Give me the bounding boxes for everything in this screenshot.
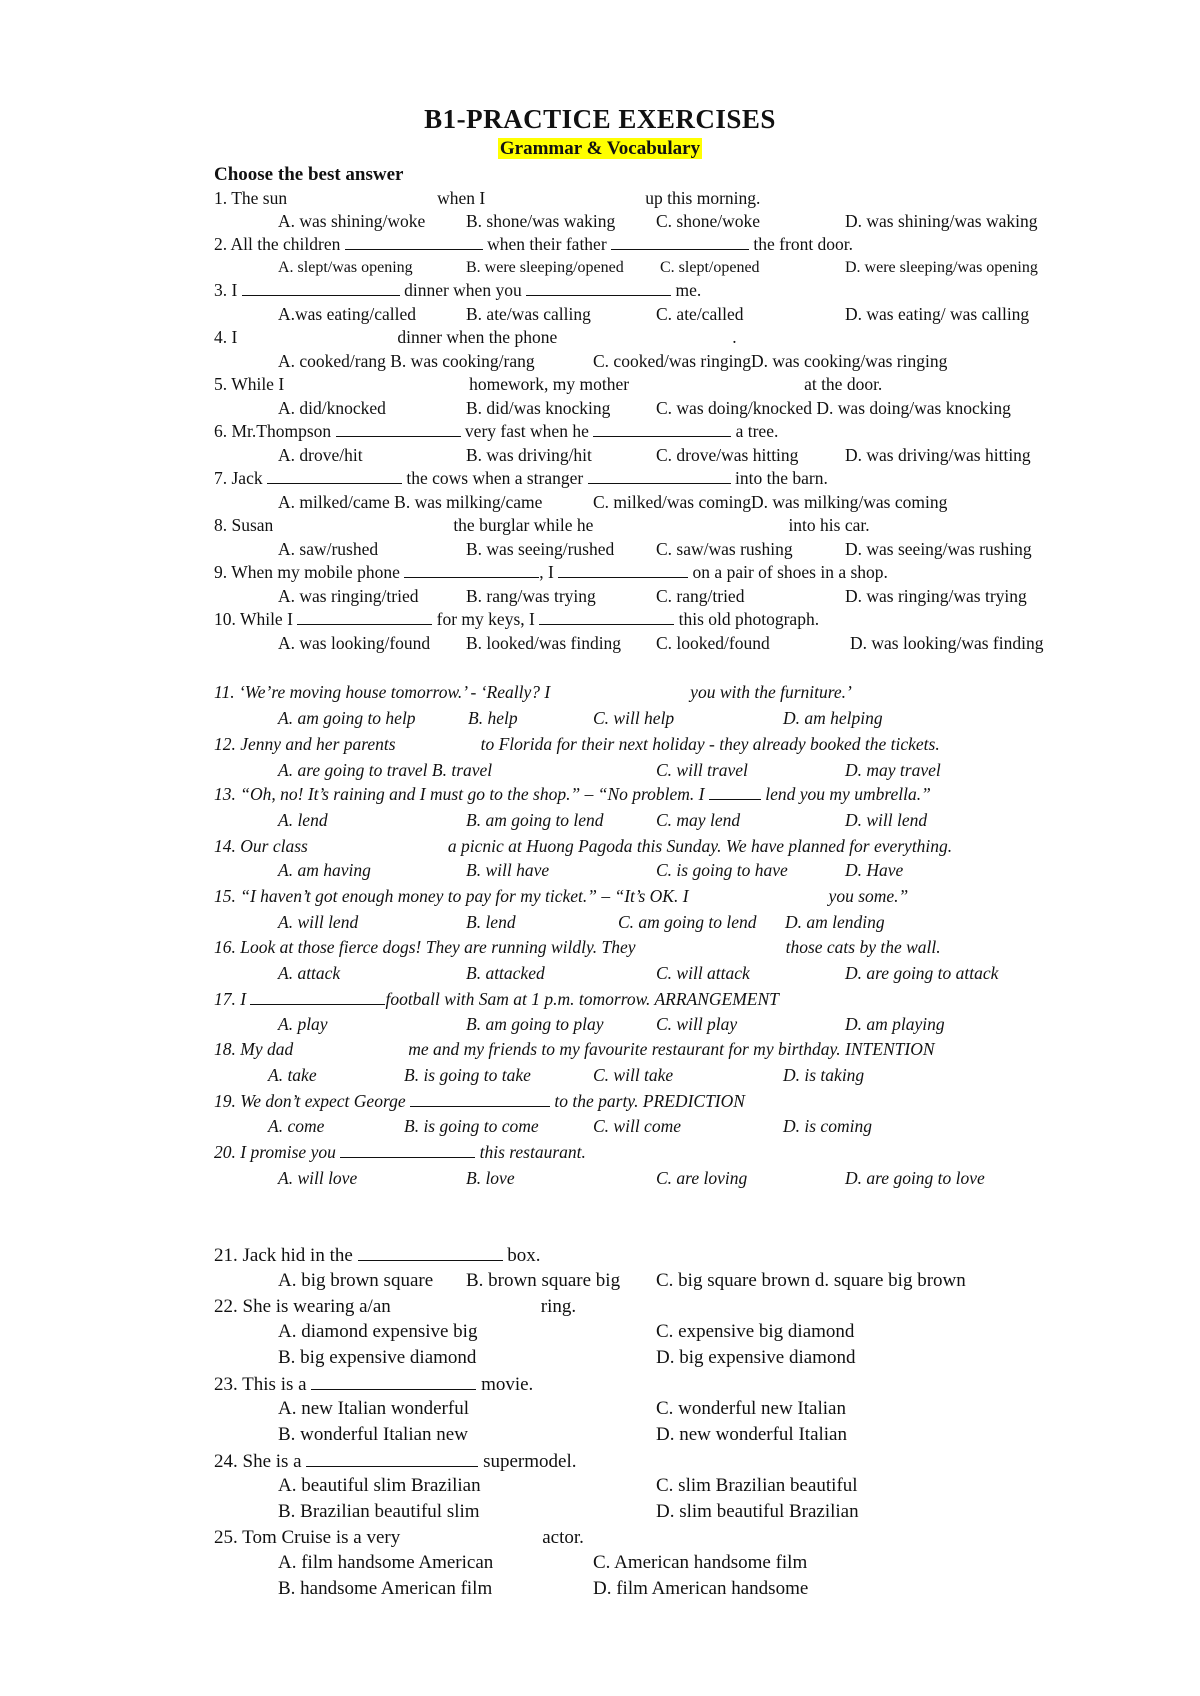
answer-blank bbox=[526, 279, 671, 296]
option: B. am going to lend bbox=[466, 810, 604, 830]
option: A. did/knocked bbox=[278, 398, 386, 418]
option: A. film handsome American bbox=[278, 1552, 494, 1573]
option: B. was driving/hit bbox=[466, 445, 592, 465]
option: A. diamond expensive big bbox=[278, 1321, 478, 1342]
answer-blank bbox=[539, 608, 674, 625]
option: B. big expensive diamond bbox=[278, 1347, 477, 1368]
option: A.was eating/called bbox=[278, 304, 417, 324]
question-22: 22. She is wearing a/an ring. bbox=[214, 1296, 577, 1317]
option: D. big expensive diamond bbox=[656, 1347, 856, 1368]
question-13: 13. “Oh, no! It’s raining and I must go to the shop.” – “No problem. I lend you my umbrella.” bbox=[214, 784, 931, 804]
option: A. attack bbox=[278, 963, 341, 983]
option: A. play bbox=[278, 1014, 328, 1034]
option: B. am going to play bbox=[466, 1014, 604, 1034]
option: A. will love bbox=[278, 1168, 358, 1188]
option: B. Brazilian beautiful slim bbox=[278, 1501, 480, 1522]
option: A. come bbox=[268, 1116, 325, 1136]
option: D. was ringing/was trying bbox=[845, 586, 1027, 606]
option: D. am lending bbox=[785, 912, 885, 932]
option: D. was eating/ was calling bbox=[845, 304, 1030, 324]
option: D. new wonderful Italian bbox=[656, 1424, 847, 1445]
option: C. rang/tried bbox=[656, 586, 745, 606]
option: A. new Italian wonderful bbox=[278, 1398, 469, 1419]
question-text: The sun bbox=[231, 188, 288, 208]
answer-blank bbox=[593, 420, 731, 437]
question-1 bbox=[214, 187, 760, 209]
option: B. rang/was trying bbox=[466, 586, 596, 606]
option: D. is taking bbox=[783, 1065, 865, 1085]
option: D. may travel bbox=[845, 760, 941, 780]
question-17: 17. I football with Sam at 1 p.m. tomorrow. ARRANGEMENT bbox=[214, 989, 779, 1009]
answer-blank bbox=[345, 233, 483, 250]
option: C. shone/woke bbox=[656, 211, 761, 231]
question-6: 6. Mr.Thompson very fast when he a tree. bbox=[214, 421, 779, 441]
option: C. milked/was comingD. was milking/was coming bbox=[593, 492, 948, 512]
option: B. was seeing/rushed bbox=[466, 539, 615, 559]
option: C. am going to lend bbox=[618, 912, 757, 932]
answer-blank bbox=[336, 420, 461, 437]
option: B. handsome American film bbox=[278, 1578, 493, 1599]
answer-blank bbox=[358, 1244, 503, 1261]
question-23: 23. This is a movie. bbox=[214, 1374, 534, 1395]
option: A. big brown square bbox=[278, 1270, 434, 1291]
question-15: 15. “I haven’t got enough money to pay for my ticket.” – “It’s OK. I you some.” bbox=[214, 886, 909, 906]
option: B. did/was knocking bbox=[466, 398, 611, 418]
option: C. cooked/was ringingD. was cooking/was ringing bbox=[593, 351, 948, 371]
option: C. saw/was rushing bbox=[656, 539, 793, 559]
question-9: 9. When my mobile phone , I on a pair of shoes in a shop. bbox=[214, 562, 888, 582]
option: A. milked/came B. was milking/came bbox=[278, 492, 543, 512]
question-2: 2. All the children when their father the front door. bbox=[214, 234, 854, 254]
option: C. slept/opened bbox=[660, 259, 760, 276]
option: B. looked/was finding bbox=[466, 633, 622, 653]
option: A. am going to help bbox=[278, 708, 416, 728]
option: B. help bbox=[468, 708, 518, 728]
option: C. will attack bbox=[656, 963, 750, 983]
option: B. is going to come bbox=[404, 1116, 539, 1136]
option: C. was doing/knocked D. was doing/was knocking bbox=[656, 398, 1011, 418]
answer-blank bbox=[340, 1141, 475, 1158]
answer-blank bbox=[558, 561, 688, 578]
option: A. was shining/woke bbox=[278, 211, 426, 231]
option: D. slim beautiful Brazilian bbox=[656, 1501, 859, 1522]
option: A. am having bbox=[278, 860, 371, 880]
option: B. lend bbox=[466, 912, 516, 932]
option: B. were sleeping/opened bbox=[466, 259, 624, 276]
option: D. was driving/was hitting bbox=[845, 445, 1031, 465]
option: D. were sleeping/was opening bbox=[845, 259, 1038, 276]
question-18: 18. My dad me and my friends to my favourite restaurant for my birthday. INTENTION bbox=[214, 1039, 935, 1059]
question-text: up this morning. bbox=[645, 188, 761, 208]
option: A. beautiful slim Brazilian bbox=[278, 1475, 481, 1496]
answer-blank bbox=[242, 279, 400, 296]
option: D. was shining/was waking bbox=[845, 211, 1038, 231]
answer-blank bbox=[297, 608, 432, 625]
question-4: 4. I dinner when the phone . bbox=[214, 327, 737, 347]
answer-blank bbox=[306, 1450, 478, 1467]
option: C. wonderful new Italian bbox=[656, 1398, 846, 1419]
option: B. attacked bbox=[466, 963, 545, 983]
option: C. will take bbox=[593, 1065, 674, 1085]
option: A. will lend bbox=[278, 912, 359, 932]
option: A. slept/was opening bbox=[278, 259, 413, 276]
option: D. am playing bbox=[845, 1014, 945, 1034]
option: D. am helping bbox=[783, 708, 883, 728]
option: B. love bbox=[466, 1168, 515, 1188]
option: D. will lend bbox=[845, 810, 928, 830]
option: D. film American handsome bbox=[593, 1578, 809, 1599]
option: B. will have bbox=[466, 860, 550, 880]
option: B. shone/was waking bbox=[466, 211, 616, 231]
question-7: 7. Jack the cows when a stranger into the barn. bbox=[214, 468, 828, 488]
question-10: 10. While I for my keys, I this old photograph. bbox=[214, 609, 820, 629]
option: A. are going to travel B. travel bbox=[278, 760, 493, 780]
question-16: 16. Look at those fierce dogs! They are running wildly. They those cats by the wall. bbox=[214, 937, 941, 957]
answer-blank bbox=[267, 467, 402, 484]
question-number: 1. bbox=[214, 188, 228, 208]
option: A. lend bbox=[278, 810, 328, 830]
option: C. American handsome film bbox=[593, 1552, 808, 1573]
question-8: 8. Susan the burglar while he into his car. bbox=[214, 515, 870, 535]
answer-blank bbox=[404, 561, 539, 578]
option: C. will help bbox=[593, 708, 675, 728]
question-3: 3. I dinner when you me. bbox=[214, 280, 702, 300]
question-24: 24. She is a supermodel. bbox=[214, 1451, 577, 1472]
question-14: 14. Our class a picnic at Huong Pagoda this Sunday. We have planned for everything. bbox=[214, 836, 953, 856]
answer-blank bbox=[709, 783, 761, 800]
question-25: 25. Tom Cruise is a very actor. bbox=[214, 1527, 584, 1548]
option: C. slim Brazilian beautiful bbox=[656, 1475, 858, 1496]
answer-blank bbox=[311, 1373, 476, 1390]
option: B. is going to take bbox=[404, 1065, 531, 1085]
option: A. cooked/rang B. was cooking/rang bbox=[278, 351, 535, 371]
option: A. take bbox=[268, 1065, 317, 1085]
question-11: 11. ‘We’re moving house tomorrow.’ - ‘Really? I you with the furniture.’ bbox=[214, 682, 852, 702]
page-title: B1-PRACTICE EXERCISES bbox=[424, 104, 776, 134]
option: C. is going to have bbox=[656, 860, 788, 880]
option: C. drove/was hitting bbox=[656, 445, 799, 465]
question-21: 21. Jack hid in the box. bbox=[214, 1245, 541, 1266]
option: D. are going to love bbox=[845, 1168, 985, 1188]
option: D. Have bbox=[845, 860, 904, 880]
option: B. brown square big bbox=[466, 1270, 621, 1291]
option: A. was looking/found bbox=[278, 633, 431, 653]
option: D. was seeing/was rushing bbox=[845, 539, 1032, 559]
option: D. are going to attack bbox=[845, 963, 999, 983]
option: C. are loving bbox=[656, 1168, 748, 1188]
option: B. wonderful Italian new bbox=[278, 1424, 468, 1445]
question-12: 12. Jenny and her parents to Florida for their next holiday - they already booked the tickets. bbox=[214, 734, 940, 754]
option: A. was ringing/tried bbox=[278, 586, 419, 606]
question-text: when I bbox=[437, 188, 486, 208]
question-20: 20. I promise you this restaurant. bbox=[214, 1142, 586, 1162]
option: B. ate/was calling bbox=[466, 304, 591, 324]
option: A. saw/rushed bbox=[278, 539, 379, 559]
question-5: 5. While I homework, my mother at the door. bbox=[214, 374, 883, 394]
answer-blank bbox=[410, 1090, 550, 1107]
answer-blank bbox=[611, 233, 749, 250]
option: A. drove/hit bbox=[278, 445, 363, 465]
option: D. is coming bbox=[783, 1116, 872, 1136]
option: C. expensive big diamond bbox=[656, 1321, 855, 1342]
page-subtitle: Grammar & Vocabulary bbox=[499, 138, 701, 159]
option: D. was looking/was finding bbox=[850, 633, 1044, 653]
option: C. big square brown d. square big brown bbox=[656, 1270, 966, 1291]
option: C. looked/found bbox=[656, 633, 770, 653]
answer-blank bbox=[250, 988, 385, 1005]
question-19: 19. We don’t expect George to the party. PREDICTION bbox=[214, 1091, 745, 1111]
option: C. will come bbox=[593, 1116, 681, 1136]
option: C. may lend bbox=[656, 810, 741, 830]
instruction: Choose the best answer bbox=[214, 164, 404, 185]
option: C. will travel bbox=[656, 760, 748, 780]
option: C. ate/called bbox=[656, 304, 744, 324]
option: C. will play bbox=[656, 1014, 738, 1034]
answer-blank bbox=[588, 467, 731, 484]
